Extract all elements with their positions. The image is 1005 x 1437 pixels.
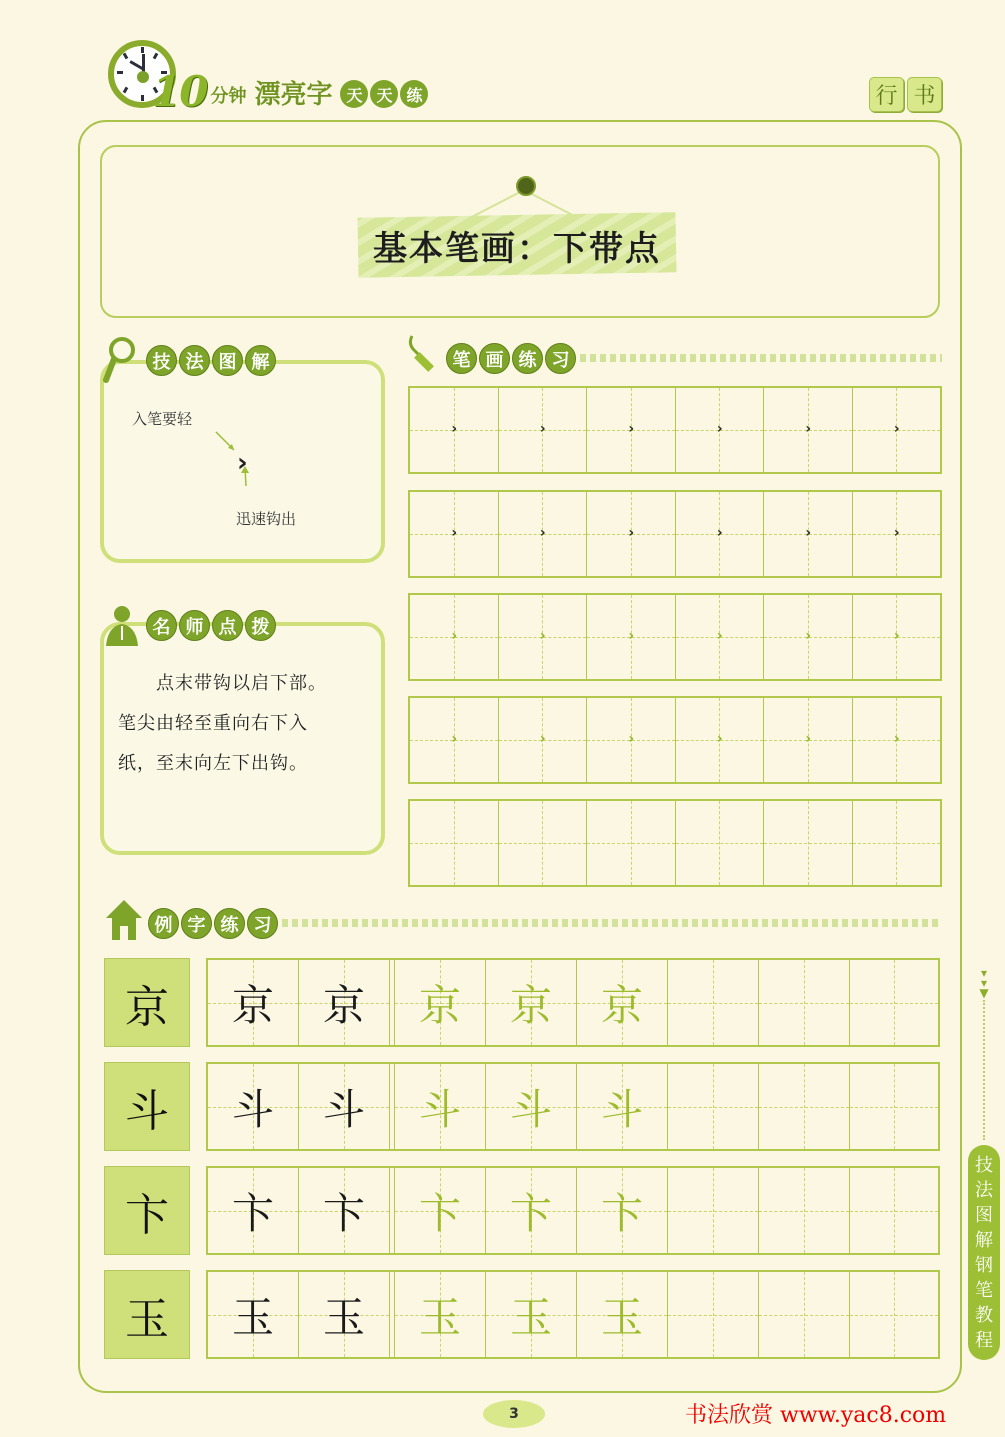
practice-cell[interactable]: [587, 492, 676, 576]
stroke-mark: ›: [451, 628, 458, 645]
stroke-mark: ›: [539, 525, 546, 542]
practice-cell[interactable]: [499, 595, 588, 679]
practice-cell[interactable]: [499, 698, 588, 782]
example-grid: [206, 958, 940, 1047]
trace-cell[interactable]: [577, 1064, 668, 1149]
stroke-mark: ›: [893, 731, 900, 748]
stroke-example: ›: [237, 448, 248, 478]
page-number: 3: [483, 1400, 545, 1428]
blank-practice-cell[interactable]: [668, 1064, 759, 1149]
character-glyph: 斗: [322, 1084, 365, 1134]
heading-char: 拨: [245, 610, 276, 641]
stroke-mark: ›: [716, 628, 723, 645]
example-grid: [206, 1062, 940, 1151]
character-glyph: 玉: [418, 1292, 461, 1342]
stroke-practice-heading: [446, 343, 576, 374]
character-glyph: 京: [509, 980, 552, 1030]
trace-cell[interactable]: [486, 1168, 577, 1253]
side-tab-char: 教: [975, 1304, 993, 1326]
character-glyph: 玉: [322, 1292, 365, 1342]
character-glyph: 斗: [418, 1084, 461, 1134]
character-glyph: 玉: [231, 1292, 274, 1342]
stroke-mark: ›: [539, 421, 546, 438]
entry-note: 入笔要轻: [132, 410, 193, 428]
practice-cell[interactable]: [764, 388, 853, 472]
stroke-mark: ›: [628, 731, 635, 748]
copy-cell: [299, 1168, 390, 1253]
practice-cell[interactable]: [410, 492, 499, 576]
practice-cell[interactable]: [853, 595, 941, 679]
stroke-mark: ›: [805, 525, 812, 542]
example-row: [104, 1062, 940, 1151]
stroke-mark: ›: [451, 731, 458, 748]
heading-char: 图: [212, 345, 243, 376]
character-glyph: 卞: [509, 1188, 552, 1238]
practice-cell[interactable]: [410, 698, 499, 782]
stroke-mark: ›: [451, 421, 458, 438]
teacher-tips-heading: [146, 610, 276, 641]
character-glyph: 京: [418, 980, 461, 1030]
character-glyph: 卞: [231, 1188, 274, 1238]
blank-practice-cell[interactable]: [759, 960, 850, 1045]
heading-char: 练: [512, 343, 543, 374]
brand-number: 10: [152, 67, 207, 116]
heading-char: 画: [479, 343, 510, 374]
stroke-mark: ›: [893, 421, 900, 438]
example-grid: [206, 1166, 940, 1255]
trace-cell[interactable]: [486, 1272, 577, 1357]
heading-char: 练: [214, 908, 245, 939]
side-tab-char: 法: [975, 1179, 993, 1201]
trace-cell[interactable]: [577, 960, 668, 1045]
example-row: [104, 1270, 940, 1359]
practice-cell[interactable]: [499, 388, 588, 472]
heading-char: 例: [148, 908, 179, 939]
heading-char: 笔: [446, 343, 477, 374]
tip-line: 纸，至末向左下出钩。: [118, 753, 308, 774]
character-glyph: 斗: [509, 1084, 552, 1134]
blank-practice-cell[interactable]: [668, 1168, 759, 1253]
stroke-mark: ›: [451, 525, 458, 542]
down-arrows-icon: ▾ ▾ ▼: [979, 966, 989, 1000]
stroke-mark: ›: [805, 731, 812, 748]
stroke-practice-row: [408, 696, 942, 784]
practice-cell[interactable]: [499, 801, 588, 885]
practice-cell[interactable]: [764, 801, 853, 885]
house-icon: [104, 898, 144, 942]
stroke-practice-row: [408, 799, 942, 887]
teacher-tips-text: [118, 664, 378, 784]
stroke-mark: ›: [628, 421, 635, 438]
side-tab-char: 解: [975, 1229, 993, 1251]
exit-note: 迅速钩出: [236, 510, 297, 528]
brand-circles: [340, 80, 428, 112]
example-practice-heading: [148, 908, 278, 939]
watermark: 书法欣赏 www.yac8.com: [685, 1403, 947, 1428]
trace-cell[interactable]: [395, 1064, 486, 1149]
character-glyph: 卞: [322, 1188, 365, 1238]
model-character: 玉: [104, 1270, 190, 1359]
heading-char: 点: [212, 610, 243, 641]
practice-cell[interactable]: [676, 492, 765, 576]
heading-char: 习: [545, 343, 576, 374]
side-tab-char: 笔: [975, 1279, 993, 1301]
page-title: 基本笔画：下带点: [373, 228, 661, 269]
example-grid: [206, 1270, 940, 1359]
practice-cell[interactable]: [410, 801, 499, 885]
heading-char: 法: [179, 345, 210, 376]
character-glyph: 斗: [231, 1084, 274, 1134]
stroke-practice-row: [408, 386, 942, 474]
copy-cell: [208, 1064, 299, 1149]
copy-cell: [299, 1064, 390, 1149]
stroke-mark: ›: [628, 628, 635, 645]
practice-cell[interactable]: [853, 492, 941, 576]
trace-cell[interactable]: [577, 1272, 668, 1357]
practice-cell[interactable]: [587, 595, 676, 679]
trace-cell[interactable]: [395, 1168, 486, 1253]
technique-heading: [146, 345, 276, 376]
copy-cell: [299, 960, 390, 1045]
blank-practice-cell[interactable]: [850, 1064, 938, 1149]
copy-cell: [208, 1272, 299, 1357]
blank-practice-cell[interactable]: [759, 1064, 850, 1149]
blank-practice-cell[interactable]: [668, 960, 759, 1045]
pin-icon: [516, 176, 536, 196]
brand-circle-char: 天: [340, 80, 368, 108]
side-tab-char: 技: [975, 1154, 993, 1176]
copy-cell: [208, 1168, 299, 1253]
copy-cell: [208, 960, 299, 1045]
trace-cell[interactable]: [486, 1064, 577, 1149]
brand-circle-char: 练: [400, 80, 428, 108]
trace-cell[interactable]: [395, 1272, 486, 1357]
teacher-icon: [102, 604, 142, 646]
stroke-mark: ›: [539, 731, 546, 748]
heading-char: 习: [247, 908, 278, 939]
practice-cell[interactable]: [764, 492, 853, 576]
blank-practice-cell[interactable]: [759, 1272, 850, 1357]
practice-cell[interactable]: [587, 698, 676, 782]
book-series-title: [152, 67, 428, 116]
blank-practice-cell[interactable]: [850, 960, 938, 1045]
character-glyph: 玉: [600, 1292, 643, 1342]
stroke-mark: ›: [539, 628, 546, 645]
tip-line: 点末带钩以启下部。: [118, 673, 327, 694]
brand-small-text: 分钟: [210, 86, 247, 107]
stroke-mark: ›: [716, 525, 723, 542]
tip-line: 笔尖由轻至重向右下入: [118, 713, 308, 734]
stroke-mark: ›: [716, 731, 723, 748]
trace-cell[interactable]: [395, 960, 486, 1045]
style-tag-char: 行: [869, 77, 904, 112]
magnifier-icon: [102, 336, 136, 386]
character-glyph: 京: [600, 980, 643, 1030]
character-glyph: 京: [231, 980, 274, 1030]
heading-char: 解: [245, 345, 276, 376]
pen-icon: [406, 334, 442, 374]
practice-cell[interactable]: [587, 388, 676, 472]
practice-cell[interactable]: [410, 595, 499, 679]
dotted-guide: [983, 1000, 985, 1140]
example-row: [104, 1166, 940, 1255]
example-row: [104, 958, 940, 1047]
decorative-chevron-line: [282, 919, 942, 927]
character-glyph: 京: [322, 980, 365, 1030]
blank-practice-cell[interactable]: [759, 1168, 850, 1253]
stroke-practice-row: [408, 490, 942, 578]
character-glyph: 卞: [600, 1188, 643, 1238]
stroke-mark: ›: [716, 421, 723, 438]
heading-char: 师: [179, 610, 210, 641]
heading-char: 技: [146, 345, 177, 376]
model-character: 京: [104, 958, 190, 1047]
brand-circle-char: 天: [370, 80, 398, 108]
stroke-practice-row: [408, 593, 942, 681]
chapter-side-tab: [968, 1145, 1000, 1360]
side-tab-char: 程: [975, 1329, 993, 1351]
practice-cell[interactable]: [676, 698, 765, 782]
blank-practice-cell[interactable]: [850, 1272, 938, 1357]
side-tab-char: 钢: [975, 1254, 993, 1276]
practice-cell[interactable]: [676, 801, 765, 885]
trace-cell[interactable]: [577, 1168, 668, 1253]
stroke-mark: ›: [893, 525, 900, 542]
heading-char: 名: [146, 610, 177, 641]
stroke-mark: ›: [805, 421, 812, 438]
practice-cell[interactable]: [410, 388, 499, 472]
practice-cell[interactable]: [764, 698, 853, 782]
model-character: 斗: [104, 1062, 190, 1151]
practice-cell[interactable]: [587, 801, 676, 885]
practice-cell[interactable]: [853, 698, 941, 782]
stroke-mark: ›: [628, 525, 635, 542]
character-glyph: 玉: [509, 1292, 552, 1342]
practice-cell[interactable]: [853, 801, 941, 885]
copy-cell: [299, 1272, 390, 1357]
brand-main-text: 漂亮字: [254, 80, 333, 110]
practice-cell[interactable]: [499, 492, 588, 576]
practice-cell[interactable]: [676, 388, 765, 472]
stroke-mark: ›: [893, 628, 900, 645]
character-glyph: 卞: [418, 1188, 461, 1238]
side-tab-char: 图: [975, 1204, 993, 1226]
stroke-mark: ›: [805, 628, 812, 645]
trace-cell[interactable]: [486, 960, 577, 1045]
decorative-chevron-line: [580, 354, 942, 362]
blank-practice-cell[interactable]: [668, 1272, 759, 1357]
heading-char: 字: [181, 908, 212, 939]
model-character: 卞: [104, 1166, 190, 1255]
character-glyph: 斗: [600, 1084, 643, 1134]
practice-cell[interactable]: [764, 595, 853, 679]
blank-practice-cell[interactable]: [850, 1168, 938, 1253]
practice-cell[interactable]: [676, 595, 765, 679]
style-tag-char: 书: [907, 77, 942, 112]
script-style-tag: [869, 77, 942, 112]
practice-cell[interactable]: [853, 388, 941, 472]
